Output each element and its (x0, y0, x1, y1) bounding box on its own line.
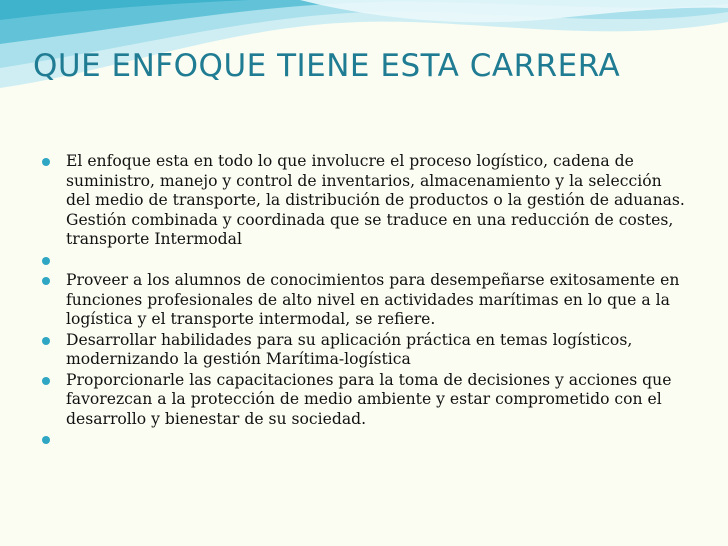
bullet-text: Proveer a los alumnos de conocimientos para desempeñarse exitosamente en funciones profesionales de alto nivel en actividades marítimas en lo que a la logística y el transporte intermodal, se refiere. (66, 271, 680, 328)
list-item (40, 430, 690, 450)
list-item (40, 371, 690, 430)
bullet-dot-icon (42, 257, 50, 265)
list-item (40, 271, 690, 330)
slide-title: QUE ENFOQUE TIENE ESTA CARRERA (33, 48, 621, 84)
bullet-dot-icon (42, 377, 50, 385)
list-item (40, 331, 690, 370)
list-item (40, 251, 690, 271)
list-item (40, 152, 690, 250)
bullet-text: Proporcionarle las capacitaciones para la toma de decisiones y acciones que favorezcan a la protección de medio ambiente y estar comprometido con el desarrollo y bienestar de su sociedad. (66, 370, 672, 428)
bullet-dot-icon (42, 436, 50, 444)
bullet-text: El enfoque esta en todo lo que involucre el proceso logístico, cadena de suministro, manejo y control de inventarios, almacenamiento y la selección del medio de transporte, la distribución de productos o la gestión de aduanas. Gestión combinada y coordinada que se traduce en una reducción de costes, transporte Intermodal (66, 152, 685, 248)
bullet-list (40, 152, 690, 451)
bullet-dot-icon (42, 337, 50, 345)
bullet-dot-icon (42, 277, 50, 285)
bullet-text: Desarrollar habilidades para su aplicación práctica en temas logísticos, modernizando la gestión Marítima-logística (66, 330, 633, 368)
bullet-dot-icon (42, 158, 50, 166)
